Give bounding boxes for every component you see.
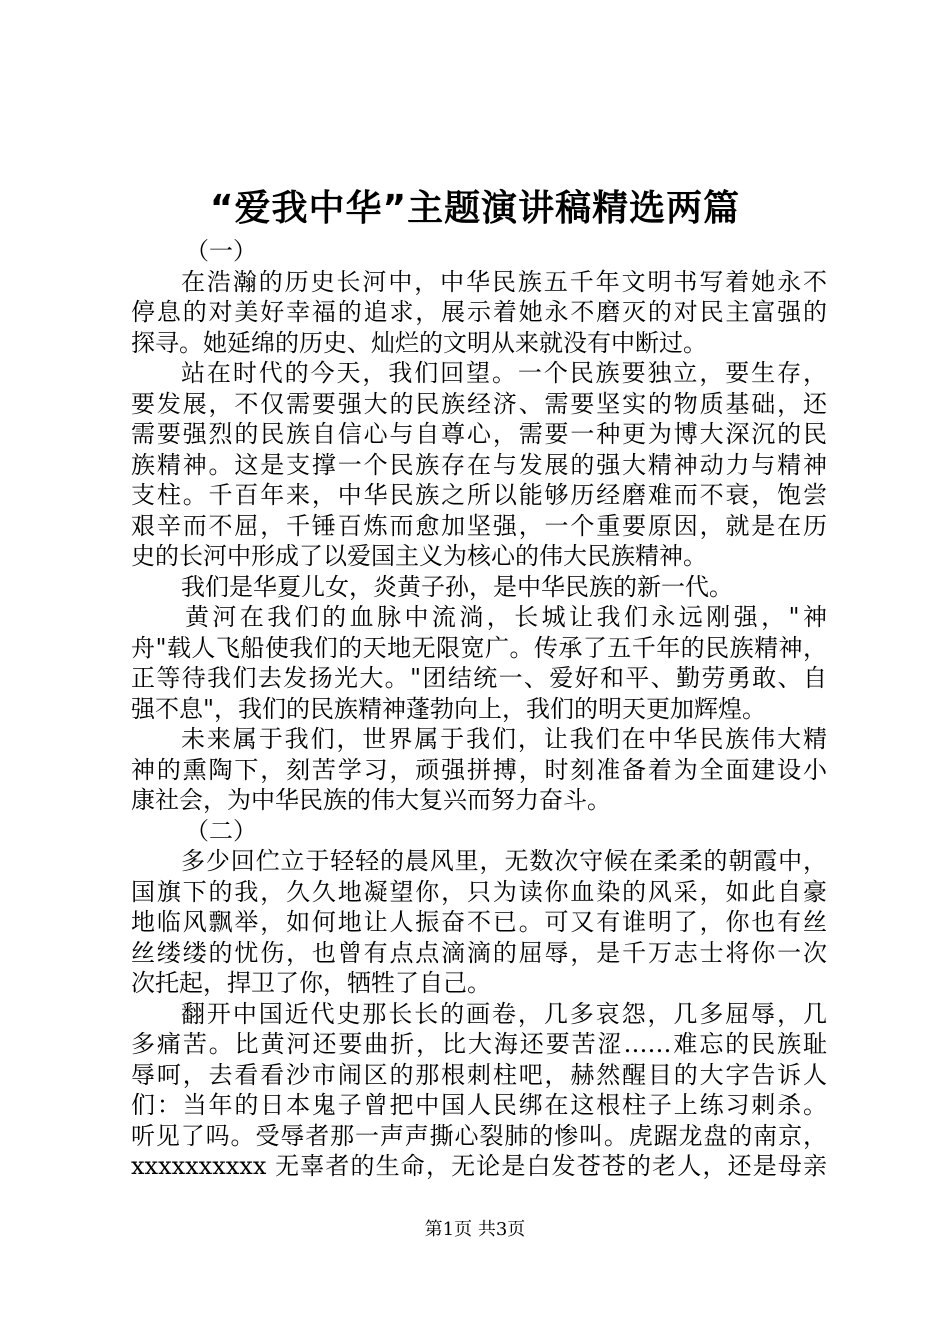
paragraph-line: 艰辛而不屈，千锤百炼而愈加坚强，一个重要原因，就是在历 — [131, 511, 827, 540]
paragraph-line: 次托起，捍卫了你，牺牲了自己。 — [131, 969, 491, 997]
paragraph-line: xxxxxxxxxx 无辜者的生命，无论是白发苍苍的老人，还是母亲 — [131, 1152, 827, 1180]
paragraph-line: 多痛苦。比黄河还要曲折，比大海还要苦涩……难忘的民族耻 — [131, 1030, 827, 1058]
document-title: “爱我中华”主题演讲稿精选两篇 — [209, 188, 741, 229]
paragraph-line: 未来属于我们，世界属于我们，让我们在中华民族伟大精 — [181, 725, 827, 753]
paragraph-line: 多少回伫立于轻轻的晨风里，无数次守候在柔柔的朝霞中， — [181, 847, 827, 875]
paragraph-line: 黄河在我们的血脉中流淌，长城让我们永远刚强，"神 — [185, 603, 827, 631]
paragraph-line: 国旗下的我，久久地凝望你，只为读你血染的风采，如此自豪 — [131, 877, 827, 906]
paragraph-line: 史的长河中形成了以爱国主义为核心的伟大民族精神。 — [131, 542, 707, 570]
paragraph-line: 辱呵，去看看沙市闹区的那根刺柱吧，赫然醒目的大字告诉人 — [131, 1060, 827, 1089]
paragraph-line: 需要强烈的民族自信心与自尊心，需要一种更为博大深沉的民 — [131, 420, 827, 448]
section-heading-1: （一） — [185, 237, 257, 265]
paragraph-line: 站在时代的今天，我们回望。一个民族要独立，要生存， — [181, 359, 827, 387]
paragraph-line: 我们是华夏儿女，炎黄子孙，是中华民族的新一代。 — [181, 572, 733, 601]
paragraph-line: 要发展，不仅需要强大的民族经济、需要坚实的物质基础，还 — [131, 389, 827, 418]
paragraph-line: 地临风飘举，如何地让人振奋不已。可又有谁明了，你也有丝 — [131, 908, 827, 936]
paragraph-line: 强不息"，我们的民族精神蓬勃向上，我们的明天更加辉煌。 — [131, 694, 767, 723]
section-heading-2: （二） — [185, 816, 257, 845]
paragraph-line: 丝缕缕的忧伤，也曾有点点滴滴的屈辱，是千万志士将你一次 — [131, 938, 827, 967]
document-body — [131, 236, 827, 1182]
paragraph-line: 支柱。千百年来，中华民族之所以能够历经磨难而不衰，饱尝 — [131, 481, 827, 509]
paragraph-line: 探寻。她延绵的历史、灿烂的文明从来就没有中断过。 — [131, 328, 707, 357]
paragraph-line: 停息的对美好幸福的追求，展示着她永不磨灭的对民主富强的 — [131, 298, 827, 326]
page-footer: 第1页 共3页 — [424, 1219, 526, 1240]
paragraph-line: 神的熏陶下，刻苦学习，顽强拼搏，时刻准备着为全面建设小 — [131, 755, 827, 784]
paragraph-line: 族精神。这是支撑一个民族存在与发展的强大精神动力与精神 — [131, 450, 827, 479]
paragraph-line: 正等待我们去发扬光大。"团结统一、爱好和平、勤劳勇敢、自 — [131, 664, 827, 692]
paragraph-line: 翻开中国近代史那长长的画卷，几多哀怨，几多屈辱，几 — [181, 999, 827, 1028]
paragraph-line: 舟"载人飞船使我们的天地无限宽广。传承了五千年的民族精神， — [131, 633, 827, 662]
paragraph-line: 听见了吗。受辱者那一声声撕心裂肺的惨叫。虎踞龙盘的南京， — [131, 1121, 827, 1150]
paragraph-line: 康社会，为中华民族的伟大复兴而努力奋斗。 — [131, 786, 611, 814]
paragraph-line: 在浩瀚的历史长河中，中华民族五千年文明书写着她永不 — [181, 267, 827, 296]
paragraph-line: 们：当年的日本鬼子曾把中国人民绑在这根柱子上练习刺杀。 — [131, 1091, 827, 1119]
